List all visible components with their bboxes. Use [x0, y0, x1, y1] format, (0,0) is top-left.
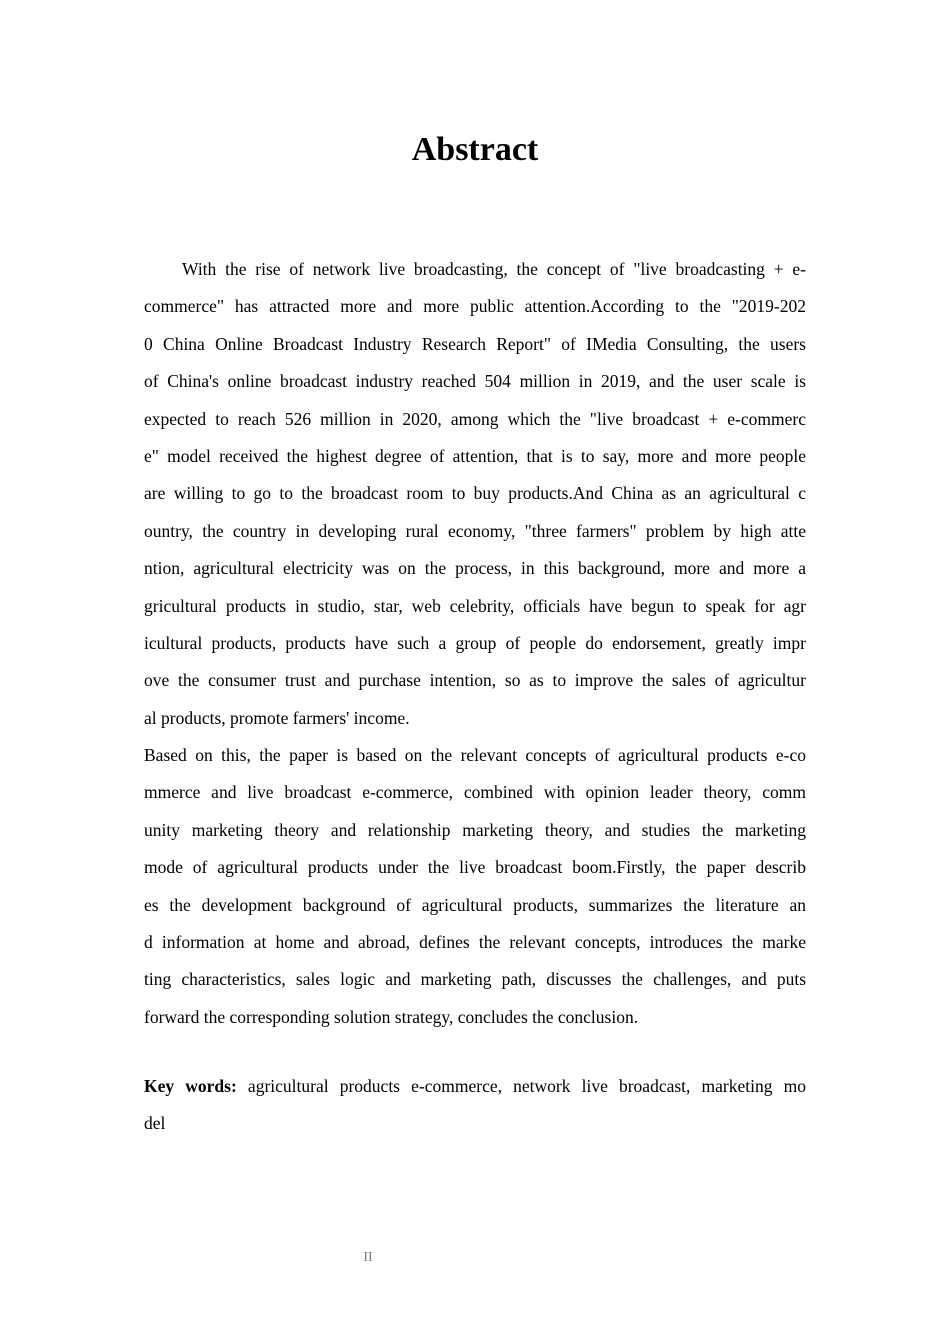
paragraph-1-line: expected to reach 526 million in 2020, among which the "live broadcast + e-commerc [144, 408, 806, 429]
keywords-label: Key words: [144, 1076, 237, 1096]
paragraph-1-line: 0 China Online Broadcast Industry Research Report" of IMedia Consulting, the users [144, 333, 806, 354]
paragraph-2-line: ting characteristics, sales logic and marketing path, discusses the challenges, and puts [144, 969, 806, 990]
paragraph-1-line: With the rise of network live broadcasting, the concept of "live broadcasting + e- [182, 259, 806, 279]
paragraph-1-line: gricultural products in studio, star, web celebrity, officials have begun to speak for agr [144, 595, 806, 616]
abstract-title: Abstract [411, 131, 539, 168]
paragraph-1-line: are willing to go to the broadcast room to buy products.And China as an agricultural c [144, 483, 806, 504]
page-number: II [363, 1250, 373, 1265]
paragraph-1-line: of China's online broadcast industry reached 504 million in 2019, and the user scale is [144, 371, 806, 392]
paragraph-1-line: ntion, agricultural electricity was on the process, in this background, more and more a [144, 558, 806, 579]
paragraph-2-line: Based on this, the paper is based on the relevant concepts of agricultural products e-co [144, 745, 806, 766]
keywords-section [144, 1068, 806, 1143]
paragraph-2-line: d information at home and abroad, defines the relevant concepts, introduces the marke [144, 932, 806, 953]
paragraph-1-line: commerce" has attracted more and more public attention.According to the "2019-202 [144, 296, 806, 317]
paragraph-1-line: ountry, the country in developing rural economy, "three farmers" problem by high atte [144, 520, 806, 541]
paragraph-1-line: ove the consumer trust and purchase intention, so as to improve the sales of agricultur [144, 670, 806, 691]
keywords-text: agricultural products e-commerce, network live broadcast, marketing mo [236, 1076, 806, 1096]
paragraph-2-line: es the development background of agricultural products, summarizes the literature an [144, 894, 806, 915]
paragraph-2-line: unity marketing theory and relationship marketing theory, and studies the marketing [144, 819, 806, 840]
paragraph-2-line: mode of agricultural products under the live broadcast boom.Firstly, the paper describ [144, 857, 806, 878]
keywords-line [144, 1068, 806, 1105]
keywords-line-continued: del [144, 1113, 166, 1134]
paragraph-1-line: icultural products, products have such a group of people do endorsement, greatly impr [144, 632, 806, 653]
paragraph-2-line: forward the corresponding solution strategy, concludes the conclusion. [144, 1006, 639, 1027]
abstract-body [144, 251, 806, 1036]
paragraph-1-line: e" model received the highest degree of attention, that is to say, more and more people [144, 445, 806, 466]
paragraph-1-line: al products, promote farmers' income. [144, 707, 410, 728]
paragraph-2-line: mmerce and live broadcast e-commerce, combined with opinion leader theory, comm [144, 782, 806, 803]
